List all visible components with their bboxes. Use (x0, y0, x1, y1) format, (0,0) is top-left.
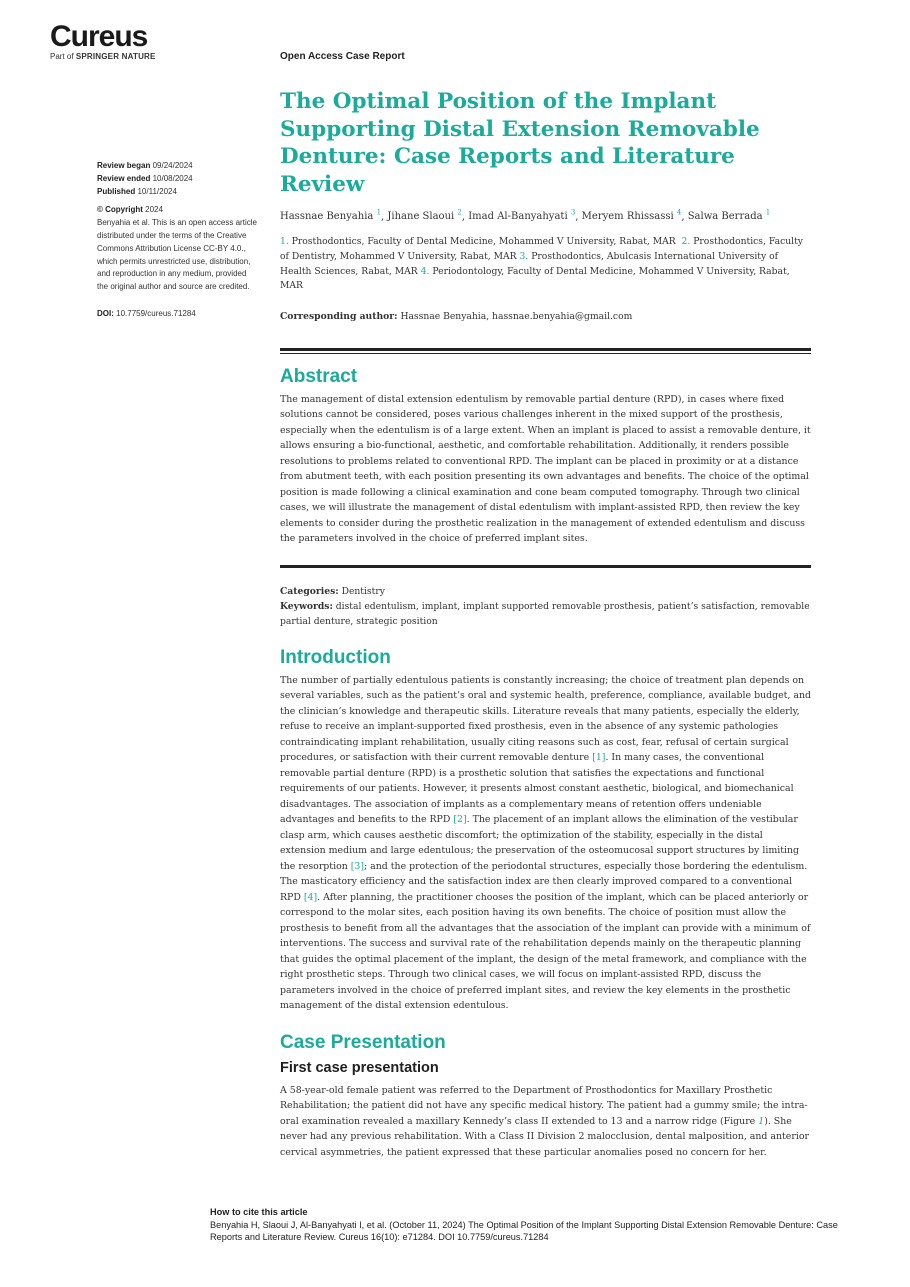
categories-keywords (280, 584, 811, 629)
article-type: Open Access Case Report (280, 51, 405, 62)
copyright-label: © Copyright (97, 205, 143, 215)
logo-tag-brand: SPRINGER NATURE (75, 52, 156, 61)
cureus-logo (50, 20, 156, 61)
reference-link[interactable]: [3] (350, 860, 365, 872)
reference-link[interactable]: [4] (303, 891, 318, 903)
affiliation: Prosthodontics, Abulcasis International University of Health Sciences, Rabat, MAR (280, 250, 779, 277)
affiliation: Prosthodontics, Faculty of Dentistry, Mohammed V University, Rabat, MAR (280, 236, 803, 262)
author[interactable]: Meryem Rhissassi $^4$ (581, 209, 682, 223)
published-value: 10/11/2024 (137, 186, 177, 196)
logo-tagline (50, 52, 156, 61)
affiliation-number: 3. (519, 250, 529, 262)
author[interactable]: Salwa Berrada $^1$ (687, 209, 771, 223)
citation-label: How to cite this article (210, 1207, 308, 1217)
logo-tag-prefix: Part of (50, 52, 74, 61)
keywords (280, 599, 811, 629)
citation-text: Benyahia H, Slaoui J, Al-Banyahyati I, et al. (October 11, 2024) The Optimal Position of the Implant Supporting Distal Extension Removable Denture: Case Reports and Literature Review. Cureus 16(10): e71284. DOI 10.7759/cureus.71284 (210, 1219, 838, 1242)
divider-top-thin (280, 353, 811, 354)
figure-link[interactable]: 1 (758, 1115, 765, 1127)
abstract-heading: Abstract (280, 365, 358, 387)
affiliation: Periodontology, Faculty of Dental Medicine, Mohammed V University, Rabat, MAR (280, 265, 790, 292)
review-began (97, 160, 257, 173)
article-title: The Optimal Position of the Implant Supporting Distal Extension Removable Denture: Case Reports and Literature Review (280, 89, 760, 197)
copyright (97, 204, 257, 217)
reference-link[interactable]: [2] (453, 814, 467, 826)
review-began-value: 09/24/2024 (152, 161, 193, 170)
published-label: Published (97, 186, 136, 196)
author-list: Hassnae Benyahia $^1$, Jihane Slaoui $^2$, Imad Al-Banyahyati $^3$, Meryem Rhissassi $^4$, Salwa Berrada $^1$ (280, 209, 771, 223)
review-ended-value: 10/08/2024 (152, 173, 193, 183)
affiliation-number: 4. (420, 265, 430, 277)
first-case-subheading: First case presentation (280, 1059, 439, 1076)
author[interactable]: Imad Al-Banyahyati $^3$ (468, 209, 576, 223)
author[interactable]: Jihane Slaoui $^2$ (387, 209, 462, 223)
affiliation-number: 1. (280, 236, 289, 248)
affiliations (280, 235, 811, 293)
citation-footer (210, 1206, 850, 1244)
categories-value[interactable]: Dentistry (341, 585, 385, 597)
review-ended-label: Review ended (97, 173, 151, 183)
introduction-heading: Introduction (280, 646, 391, 668)
doi (97, 308, 257, 321)
author[interactable]: Hassnae Benyahia $^1$ (280, 209, 382, 223)
corresponding-author (280, 311, 811, 322)
license-text: Benyahia et al. This is an open access article distributed under the terms of the Creative Commons Attribution License CC-BY 4.0., which permits unrestricted use, distribution, and reproduction in any medium, provided the original author and source are credited. (97, 218, 257, 292)
case-presentation-heading: Case Presentation (280, 1031, 446, 1053)
sidebar (97, 160, 257, 321)
introduction-text: The number of partially edentulous patients is constantly increasing; the choice of treatment plan depends on several variables, such as the patient’s oral and systemic health, preference, compliance, available budget, and the clinician’s knowledge and therapeutic skills. Literature reveals that many patients, especially the elderly, refuse to receive an implant-supported fixed prosthesis, even in the absence of any systemic pathologies contraindicating implant rehabilitation, usually citing reasons such as cost, fear, refusal of certain surgical procedures, or satisfaction with their current removable denture [1]. In many cases, the conventional removable partial denture (RPD) is a prosthetic solution that satisfies the expectations and functional requirements of our patients. However, it presents almost constant aesthetic, biological, and biomechanical disadvantages. The association of implants as a complementary means of retention offers undeniable advantages and benefits to the RPD [2]. The placement of an implant allows the elimination of the vestibular clasp arm, which causes aesthetic discomfort; the optimization of the stability, especially in the distal extension medium and large edentulous; the preservation of the osteomucosal support structures by limiting the resorption [3]; and the protection of the periodontal structures, especially those bordering the edentulism. The masticatory efficiency and the satisfaction index are then clearly improved compared to a conventional RPD [4]. After planning, the practitioner chooses the position of the implant, which can be placed anteriorly or correspond to the molar sites, each position having its own benefits. The choice of position must allow the prosthesis to benefit from all the advantages that the association of the implant can provide with a minimum of interventions. The success and survival rate of the rehabilitation depends mainly on the therapeutic planning that guides the optimal placement of the implant, the design of the metal framework, and compliance with the right prosthetic steps. Through two clinical cases, we will focus on implant-assisted RPD, discuss the parameters involved in the choice of preferred implant sites, and review the key elements in the prosthetic management of the distal extension edentulous. (280, 674, 812, 1012)
main-column (280, 88, 811, 1160)
logo-wordmark: Cureus (50, 20, 148, 53)
affiliation: Prosthodontics, Faculty of Dental Medicine, Mohammed V University, Rabat, MAR (291, 236, 676, 248)
corresponding-label: Corresponding author: (280, 310, 398, 322)
copyright-year: 2024 (145, 205, 163, 215)
affiliation-number: 2. (681, 236, 691, 248)
doi-label: DOI: (97, 308, 114, 318)
case-text: A 58-year-old female patient was referred to the Department of Prosthodontics for Maxillary Prosthetic Rehabilitation; the patient did not have any specific medical history. The patient had a gummy smile; the intra-oral examination revealed a maxillary Kennedy’s class II extended to 13 and a narrow ridge (Figure 1). She never had any previous rehabilitation. With a Class II Division 2 malocclusion, dental malposition, and anterior cervical asymmetries, the patient expressed that these particular anomalies posed no concern for her. (280, 1084, 809, 1158)
divider-top (280, 348, 811, 351)
abstract-text: The management of distal extension edentulism by removable partial denture (RPD), in cases where fixed solutions cannot be considered, poses various challenges inherent in the mixed support of the prosthesis, especially when the edentulism is of a large extent. When an implant is placed to assist a removable denture, it allows ensuring a bio-functional, aesthetic, and comfortable rehabilitation. Additionally, it renders possible resolutions to problems related to conventional RPD. The implant can be placed in proximity or at a distance from abutment teeth, with each position presenting its own advantages and benefits. The choice of the optimal position is made following a clinical examination and cone beam computed tomography. Through two clinical cases, we will illustrate the management of distal edentulism with implant-assisted RPD, then review the key elements to consider during the prosthetic realization in the management of extended edentulism and discuss the parameters involved in the choice of preferred implant sites. (280, 393, 811, 545)
doi-value[interactable]: 10.7759/cureus.71284 (116, 308, 196, 318)
review-ended (97, 173, 257, 186)
categories (280, 584, 811, 599)
review-began-label: Review began (97, 161, 151, 170)
corresponding-text[interactable]: Hassnae Benyahia, hassnae.benyahia@gmail.com (400, 310, 633, 322)
reference-link[interactable]: [1] (592, 752, 606, 764)
divider-bottom (280, 565, 811, 568)
categories-label: Categories: (280, 585, 339, 597)
keywords-label: Keywords: (280, 600, 333, 612)
keywords-value: distal edentulism, implant, implant supported removable prosthesis, patient’s satisfaction, removable partial denture, strategic position (280, 600, 810, 627)
published (97, 186, 257, 199)
